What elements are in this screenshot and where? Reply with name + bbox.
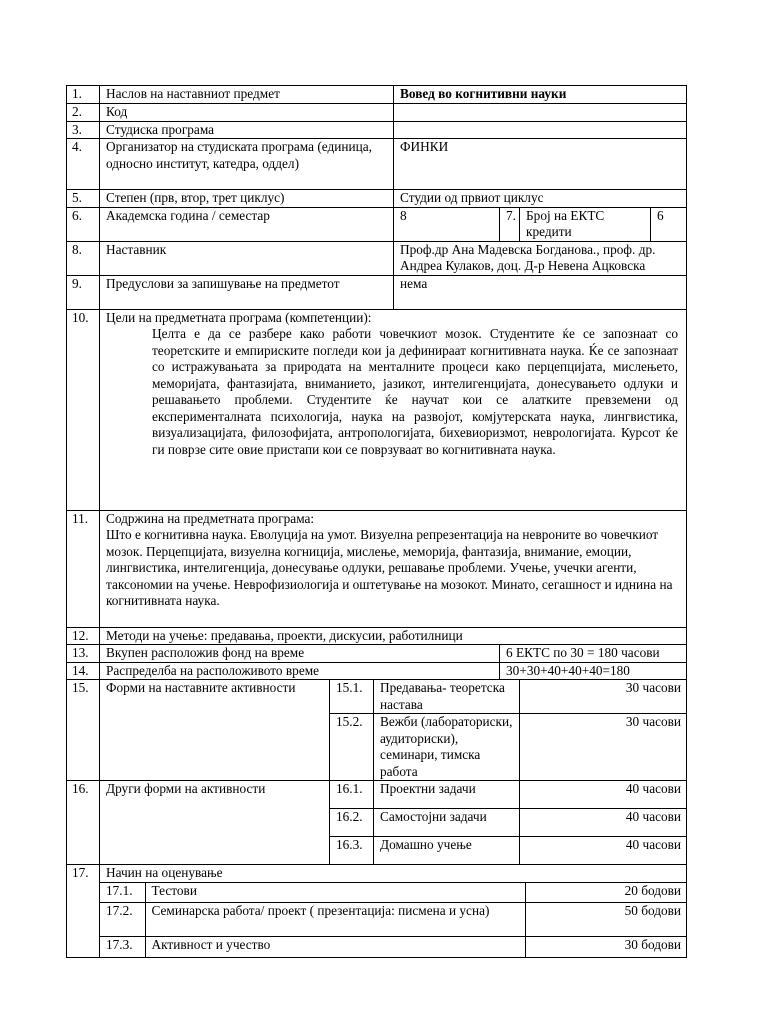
- sub-number: 16.3.: [330, 837, 374, 865]
- row-number: 5.: [67, 190, 100, 208]
- table-row: [67, 275, 687, 309]
- table-row: [67, 510, 687, 627]
- table-row: [67, 241, 687, 275]
- grading-item-label: Семинарска работа/ проект ( презентација: писмена и усна): [145, 903, 525, 937]
- row-label: Предуслови за запишување на предметот: [100, 275, 394, 309]
- activity-hours: 30 часови: [520, 680, 687, 714]
- row-number: 9.: [67, 275, 100, 309]
- grading-points: 20 бодови: [525, 883, 686, 903]
- row-label: Форми на наставните активности: [100, 680, 330, 781]
- row-number: 1.: [67, 86, 100, 104]
- goals-cell: [100, 309, 687, 510]
- activity-label: Вежби (лабораториски, аудиториски), семинари, тимска работа: [374, 714, 520, 781]
- grading-row: [100, 903, 686, 937]
- sub-number: 17.1.: [100, 883, 145, 903]
- content-cell: [100, 510, 687, 627]
- ects-credits: 6: [651, 207, 687, 241]
- row-label: Степен (прв, втор, трет циклус): [100, 190, 394, 208]
- grading-points: 50 бодови: [525, 903, 686, 937]
- activity-label: Предавања- теоретска настава: [374, 680, 520, 714]
- grading-table: [100, 883, 686, 957]
- degree: Студии од првиот циклус: [394, 190, 687, 208]
- table-row: [67, 865, 687, 883]
- activity-label: Домашно учење: [374, 837, 520, 865]
- row-number: 12.: [67, 627, 100, 645]
- row-label: Други форми на активности: [100, 781, 330, 865]
- table-row: [67, 86, 687, 104]
- row-label: Број на ЕКТС кредити: [520, 207, 651, 241]
- table-row: [67, 882, 687, 957]
- row-number: 15.: [67, 680, 100, 781]
- row-label: Наслов на наставниот предмет: [100, 86, 394, 104]
- grading-row: [100, 883, 686, 903]
- grading-item-label: Тестови: [145, 883, 525, 903]
- sub-number: 15.2.: [330, 714, 374, 781]
- syllabus-table: [66, 85, 687, 958]
- learning-methods: Методи на учење: предавања, проекти, дискусии, работилници: [100, 627, 687, 645]
- row-label: Вкупен расположив фонд на време: [100, 645, 500, 663]
- course-syllabus-document: [66, 85, 686, 958]
- table-row: [67, 627, 687, 645]
- row-label: Студиска програма: [100, 121, 394, 139]
- row-number: 13.: [67, 645, 100, 663]
- row-label: Организатор на студиската програма (единица, односно институт, катедра, оддел): [100, 139, 394, 190]
- sub-number: 17.2.: [100, 903, 145, 937]
- row-number: 16.: [67, 781, 100, 865]
- activity-hours: 30 часови: [520, 714, 687, 781]
- row-label: Наставник: [100, 241, 394, 275]
- row-number: 6.: [67, 207, 100, 241]
- row-label: Академска година / семестар: [100, 207, 394, 241]
- distribution-value: 30+30+40+40+40=180: [500, 662, 687, 680]
- table-row: [67, 680, 687, 714]
- table-row: [67, 662, 687, 680]
- grading-items-cell: [100, 882, 687, 957]
- grading-item-label: Активност и учество: [145, 937, 525, 957]
- course-code: [394, 104, 687, 122]
- study-program: [394, 121, 687, 139]
- row-number: 4.: [67, 139, 100, 190]
- row-number: 3.: [67, 121, 100, 139]
- sub-number: 17.3.: [100, 937, 145, 957]
- sub-number: 16.2.: [330, 809, 374, 837]
- grading-points: 30 бодови: [525, 937, 686, 957]
- table-row: [67, 104, 687, 122]
- table-row: [67, 309, 687, 510]
- table-row: [67, 139, 687, 190]
- activity-hours: 40 часови: [520, 781, 687, 809]
- content-label: Содржина на предметната програма:: [106, 510, 315, 526]
- grading-label: Начин на оценување: [100, 865, 687, 883]
- row-number: 2.: [67, 104, 100, 122]
- activity-label: Проектни задачи: [374, 781, 520, 809]
- sub-number: 15.1.: [330, 680, 374, 714]
- semester: 8: [394, 207, 500, 241]
- table-row: [67, 121, 687, 139]
- activity-label: Самостојни задачи: [374, 809, 520, 837]
- table-row: [67, 645, 687, 663]
- row-label: Код: [100, 104, 394, 122]
- goals-label: Цели на предметната програма (компетенции):: [106, 309, 372, 325]
- prerequisites: нема: [394, 275, 687, 309]
- row-number: 8.: [67, 241, 100, 275]
- organizer: ФИНКИ: [394, 139, 687, 190]
- row-number: 7.: [500, 207, 520, 241]
- grading-row: [100, 937, 686, 957]
- activity-hours: 40 часови: [520, 837, 687, 865]
- sub-number: 16.1.: [330, 781, 374, 809]
- row-number: 17.: [67, 865, 100, 958]
- row-number: 11.: [67, 510, 100, 627]
- goals-text: Целта е да се разбере како работи човечкиот мозок. Студентите ќе се запознаат со теоретските и емпириските погледи кои ја дефинираат когнитивната наука. Ќе се запознаат со истражувањата за природата на менталните процеси како перцепцијата, мислењето, меморијата, фантазијата, вниманието, јазикот, интелигенцијата, донесувањето одлуки и решавањето проблеми. Студентите ќе научат кои се алатките превземени од експерименталната психологија, наука на развојот, комјутерската наука, лингвистика, визуализацијата, филозофијата, антропологијата, бихевиоризмот, неврологијата. Курсот ќе ги поврзе сите овие пристапи кои се поврзуваат во когнитивната наука.: [152, 326, 679, 457]
- table-row: [67, 190, 687, 208]
- activity-hours: 40 часови: [520, 809, 687, 837]
- row-number: 10.: [67, 309, 100, 510]
- course-title: Вовед во когнитивни науки: [394, 86, 687, 104]
- row-label: Распределба на расположивото време: [100, 662, 500, 680]
- content-text: Што е когнитивна наука. Еволуција на умот. Визуелна репрезентација на невроните во човечкиот мозок. Перцепцијата, визуелна когниција, мислење, меморија, фантазија, внимание, емоции, лингвистика, интелигенција, донесување одлуки, решавање проблеми. Учење, учечки агенти, таксономии на учење. Неврофизиологија и оштетување на мозокот. Минато, сегашност и иднина на когнитивната наука.: [106, 527, 673, 608]
- total-time-value: 6 ЕКТС по 30 = 180 часови: [500, 645, 687, 663]
- teachers: Проф.др Ана Мадевска Богданова., проф. др. Андреа Кулаков, доц. Д-р Невена Ацковска: [394, 241, 687, 275]
- row-number: 14.: [67, 662, 100, 680]
- table-row: [67, 207, 687, 241]
- table-row: [67, 781, 687, 809]
